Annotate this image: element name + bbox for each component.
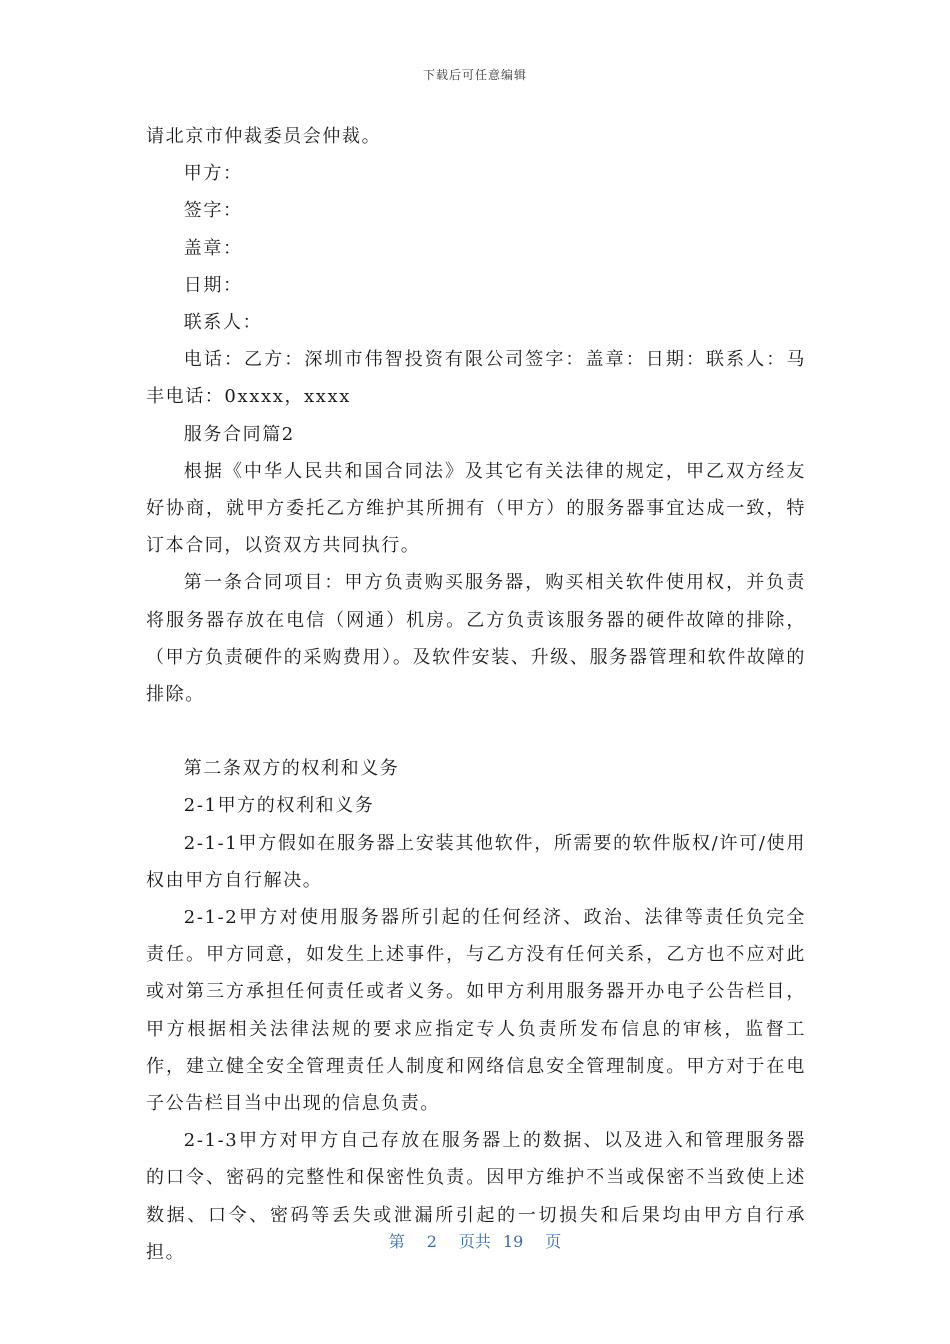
paragraph: 根据《中华人民共和国合同法》及其它有关法律的规定，甲乙双方经友好协商，就甲方委托乙方维护其所拥有（甲方）的服务器事宜达成一致，特订本合同，以资双方共同执行。 <box>146 460 806 557</box>
paragraph: 2-1甲方的权利和义务 <box>183 795 375 817</box>
paragraph: 联系人： <box>183 312 263 334</box>
paragraph: 第二条双方的权利和义务 <box>183 758 400 780</box>
paragraph: 请北京市仲裁委员会仲裁。 <box>146 126 382 147</box>
footer-page-number: 2 <box>426 1232 437 1251</box>
paragraph: 2-1-3甲方对甲方自己存放在服务器上的数据、以及进入和管理服务器的口令、密码的完整性和保密性负责。因甲方维护不当或保密不当致使上述数据、口令、密码等丢失或泄漏所引起的一切损失和后果均由甲方自行承担。 <box>146 1130 806 1263</box>
paragraph: 电话：乙方：深圳市伟智投资有限公司签字：盖章：日期：联系人：马丰电话：0xxxx，xxxx <box>146 349 806 408</box>
document-body <box>146 118 806 1271</box>
paragraph: 签字： <box>183 200 243 222</box>
paragraph: 日期： <box>183 274 243 296</box>
header-note: 下载后可任意编辑 <box>422 68 527 82</box>
paragraph: 甲方： <box>183 163 243 185</box>
paragraph: 盖章： <box>183 237 243 259</box>
footer-total-pages: 19 <box>502 1232 524 1251</box>
footer-prefix: 第 <box>388 1232 405 1251</box>
paragraph: 服务合同篇2 <box>183 423 295 445</box>
footer-suffix: 页 <box>545 1232 562 1251</box>
paragraph: 2-1-1甲方假如在服务器上安装其他软件，所需要的软件版权/许可/使用权由甲方自行解决。 <box>146 832 806 891</box>
page-footer <box>0 1229 950 1252</box>
paragraph: 2-1-2甲方对使用服务器所引起的任何经济、政治、法律等责任负完全责任。甲方同意，如发生上述事件，与乙方没有任何关系，乙方也不应对此或对第三方承担任何责任或者义务。如甲方利用服务器开办电子公告栏目，甲方根据相关法律法规的要求应指定专人负责所发布信息的审核，监督工作，建立健全安全管理责任人制度和网络信息安全管理制度。甲方对于在电子公告栏目当中出现的信息负责。 <box>146 907 806 1115</box>
paragraph: 第一条合同项目：甲方负责购买服务器，购买相关软件使用权，并负责将服务器存放在电信（网通）机房。乙方负责该服务器的硬件故障的排除，（甲方负责硬件的采购费用）。及软件安装、升级、服务器管理和软件故障的排除。 <box>146 572 806 706</box>
footer-middle: 页共 <box>458 1232 491 1251</box>
paragraph-gap <box>146 713 806 750</box>
